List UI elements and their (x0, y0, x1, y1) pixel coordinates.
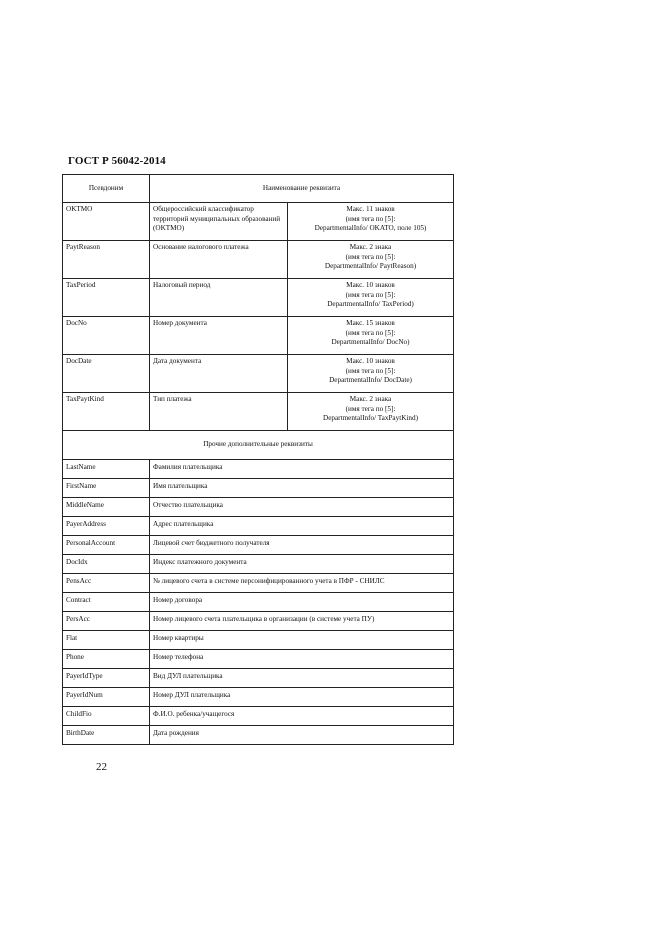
table-row (63, 536, 454, 555)
row-name: Основание налогового платежа (150, 241, 288, 279)
row-alias: Phone (63, 650, 150, 669)
row-alias: PayerIdNum (63, 688, 150, 707)
row-name: Адрес плательщика (150, 517, 454, 536)
main-rows (63, 203, 454, 431)
row-info-line: (имя тега по [5]: (345, 404, 396, 413)
table-header-row (63, 175, 454, 203)
requisites-table (62, 174, 454, 745)
row-name: Налоговый период (150, 279, 288, 317)
row-info-line: (имя тега по [5]: (345, 290, 396, 299)
row-alias: DocNo (63, 317, 150, 355)
row-alias: LastName (63, 460, 150, 479)
row-info-line: DepartmentalInfo/ TaxPaytKind) (323, 414, 418, 423)
row-alias: FirstName (63, 479, 150, 498)
row-alias: PersAcc (63, 612, 150, 631)
row-info (288, 279, 454, 317)
row-alias: PensAcc (63, 574, 150, 593)
row-name: Номер телефона (150, 650, 454, 669)
row-alias: PersonalAccount (63, 536, 150, 555)
row-alias: Contract (63, 593, 150, 612)
row-alias: ChildFio (63, 707, 150, 726)
row-alias: TaxPaytKind (63, 393, 150, 431)
table-row (63, 279, 454, 317)
section-title: Прочие дополнительные реквизиты (63, 431, 454, 460)
page-number: 22 (96, 761, 107, 773)
table-row (63, 574, 454, 593)
row-info-line: Макс. 2 знака (349, 395, 392, 403)
row-name: Фамилия плательщика (150, 460, 454, 479)
row-alias: MiddleName (63, 498, 150, 517)
row-name: Номер лицевого счета плательщика в организации (в системе учета ПУ) (150, 612, 454, 631)
row-info (288, 393, 454, 431)
row-info-line: DepartmentalInfo/ DocNo) (331, 338, 410, 347)
row-name: № лицевого счета в системе персонифицированного учета в ПФР - СНИЛС (150, 574, 454, 593)
additional-rows (63, 460, 454, 745)
document-standard-title: ГОСТ Р 56042-2014 (68, 155, 166, 167)
row-name: Дата рождения (150, 726, 454, 745)
table-row (63, 393, 454, 431)
row-info-line: DepartmentalInfo/ PaytReason) (324, 262, 417, 271)
table-row (63, 355, 454, 393)
table-row (63, 479, 454, 498)
row-info-line: Макс. 10 знаков (346, 357, 395, 365)
row-info-line: (имя тега по [5]: (345, 214, 396, 223)
table-row (63, 631, 454, 650)
table-row (63, 460, 454, 479)
row-info (288, 203, 454, 241)
table-row (63, 317, 454, 355)
row-alias: BirthDate (63, 726, 150, 745)
row-name: Номер ДУЛ плательщика (150, 688, 454, 707)
row-info-line: DepartmentalInfo/ OKATO, поле 105) (314, 224, 427, 233)
table-row (63, 555, 454, 574)
row-alias: PayerIdType (63, 669, 150, 688)
row-name: Отчество плательщика (150, 498, 454, 517)
row-name: Имя плательщика (150, 479, 454, 498)
row-name: Индекс платежного документа (150, 555, 454, 574)
row-name: Номер квартиры (150, 631, 454, 650)
table-row (63, 203, 454, 241)
row-name: Номер договора (150, 593, 454, 612)
row-alias: PayerAddress (63, 517, 150, 536)
row-name: Номер документа (150, 317, 288, 355)
row-name: Лицевой счет бюджетного получателя (150, 536, 454, 555)
row-info-line: (имя тега по [5]: (345, 252, 396, 261)
row-name: Вид ДУЛ плательщика (150, 669, 454, 688)
table-row (63, 612, 454, 631)
row-info-line: Макс. 15 знаков (346, 319, 395, 327)
row-info-line: Макс. 10 знаков (346, 281, 395, 289)
row-info (288, 355, 454, 393)
table-row (63, 669, 454, 688)
table-row (63, 650, 454, 669)
table-row (63, 707, 454, 726)
row-info (288, 241, 454, 279)
row-alias: PaytReason (63, 241, 150, 279)
row-info-line: (имя тега по [5]: (345, 366, 396, 375)
row-info-line: DepartmentalInfo/ TaxPeriod) (327, 300, 414, 309)
row-name: Дата документа (150, 355, 288, 393)
table-row (63, 517, 454, 536)
row-info (288, 317, 454, 355)
table-row (63, 688, 454, 707)
row-alias: OKTMO (63, 203, 150, 241)
table-row (63, 498, 454, 517)
row-info-line: Макс. 11 знаков (346, 205, 395, 213)
row-name: Ф.И.О. ребенка/учащегося (150, 707, 454, 726)
header-name: Наименование реквизита (150, 175, 454, 203)
row-info-line: DepartmentalInfo/ DocDate) (329, 376, 412, 385)
row-alias: TaxPeriod (63, 279, 150, 317)
row-name: Общероссийский классификатор территорий муниципальных образований (OKTMO) (150, 203, 288, 241)
row-alias: Flat (63, 631, 150, 650)
table-row (63, 241, 454, 279)
row-alias: DocDate (63, 355, 150, 393)
table-row (63, 593, 454, 612)
section-row (63, 431, 454, 460)
row-alias: DocIdx (63, 555, 150, 574)
header-alias: Псевдоним (63, 175, 150, 203)
row-name: Тип платежа (150, 393, 288, 431)
table-row (63, 726, 454, 745)
row-info-line: (имя тега по [5]: (345, 328, 396, 337)
row-info-line: Макс. 2 знака (349, 243, 392, 251)
